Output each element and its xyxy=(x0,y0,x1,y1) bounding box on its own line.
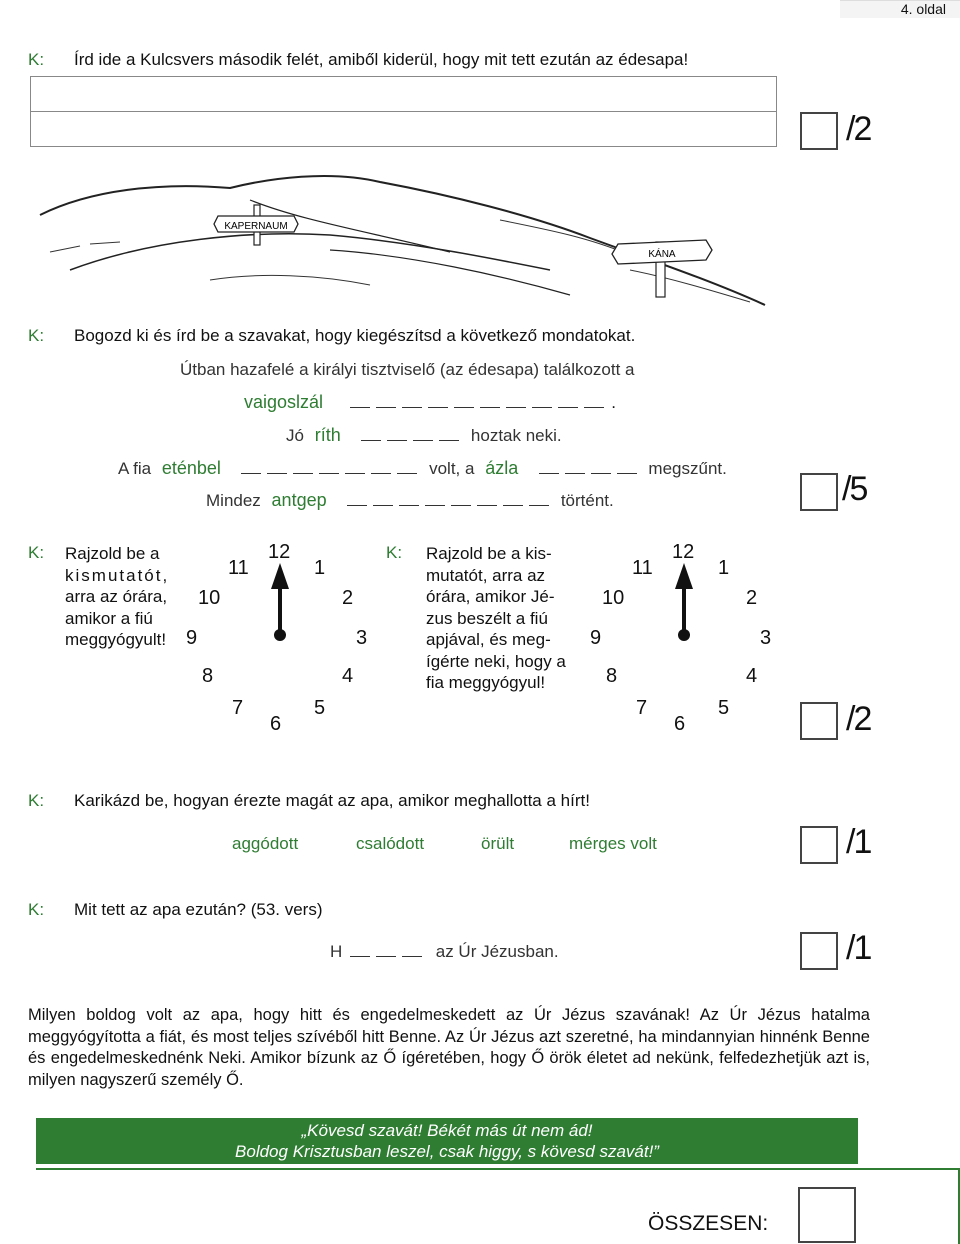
instruction-line: fia meggyógyul! xyxy=(426,673,546,692)
task-label: K: xyxy=(28,50,45,69)
score-label: /1 xyxy=(846,823,871,861)
letter-blank[interactable] xyxy=(387,426,407,441)
letter-blank[interactable] xyxy=(558,393,578,408)
clock-number: 3 xyxy=(760,627,772,649)
sentence-text: Mindez xyxy=(206,491,261,510)
letter-blank[interactable] xyxy=(439,426,459,441)
clock-face-1[interactable] xyxy=(180,535,380,745)
letter-blank[interactable] xyxy=(402,942,422,957)
sign-kana-text: KÁNA xyxy=(648,249,676,260)
score-label: /5 xyxy=(842,470,867,508)
sentence-period: . xyxy=(611,393,616,412)
letter-blank[interactable] xyxy=(591,459,611,474)
letter-blank[interactable] xyxy=(376,942,396,957)
option-angry[interactable]: mérges volt xyxy=(569,834,657,853)
sentence-text: Jó xyxy=(286,426,304,445)
task2-row3 xyxy=(118,458,727,479)
banner-line-2: Boldog Krisztusban leszel, csak higgy, s kövesd szavát!” xyxy=(235,1142,659,1161)
clock-number: 2 xyxy=(746,587,758,609)
task2-row4 xyxy=(206,490,614,511)
signpost-kapernaum xyxy=(214,205,298,245)
sentence-text: volt, a xyxy=(429,459,475,478)
clock-number: 4 xyxy=(746,665,758,687)
banner-line-1: „Kövesd szavát! Békét más út nem ád! xyxy=(301,1121,593,1140)
answer-field-1[interactable] xyxy=(30,76,777,112)
scrambled-word: ríth xyxy=(314,425,341,445)
sign-kapernaum-text: KAPERNAUM xyxy=(224,221,288,232)
letter-blank[interactable] xyxy=(397,459,417,474)
option-disappointed[interactable]: csalódott xyxy=(356,834,425,853)
clock-number: 8 xyxy=(202,665,214,687)
task2-row2 xyxy=(286,425,562,446)
letter-blank[interactable] xyxy=(425,491,445,506)
clock-number: 5 xyxy=(718,697,730,719)
task-label: K: xyxy=(28,543,45,562)
letter-blank[interactable] xyxy=(402,393,422,408)
score-checkbox[interactable] xyxy=(800,826,838,864)
letter-blank[interactable] xyxy=(361,426,381,441)
task2-line1: Útban hazafelé a királyi tisztviselő (az édesapa) találkozott a xyxy=(180,360,635,379)
score-checkbox[interactable] xyxy=(800,932,838,970)
option-worried[interactable]: aggódott xyxy=(232,834,299,853)
task2-prompt: Bogozd ki és írd be a szavakat, hogy kiegészítsd a következő mondatokat. xyxy=(74,326,636,345)
hills-illustration xyxy=(30,160,770,310)
clock-number: 8 xyxy=(606,665,618,687)
clock-number: 2 xyxy=(342,587,354,609)
scrambled-word: antgep xyxy=(271,490,327,510)
clock-number: 9 xyxy=(186,627,198,649)
total-label: ÖSSZESEN: xyxy=(648,1212,769,1235)
letter-blank[interactable] xyxy=(506,393,526,408)
score-label: /1 xyxy=(846,929,871,967)
letter-blank[interactable] xyxy=(293,459,313,474)
clock-number: 7 xyxy=(636,697,648,719)
task5-answer-line xyxy=(330,942,559,962)
letter-blank[interactable] xyxy=(345,459,365,474)
letter-blank[interactable] xyxy=(371,459,391,474)
letter-blank[interactable] xyxy=(454,393,474,408)
letter-blank[interactable] xyxy=(241,459,261,474)
letter-blank[interactable] xyxy=(376,393,396,408)
clock-number: 3 xyxy=(356,627,368,649)
clock-number: 6 xyxy=(270,713,282,735)
clock-number: 12 xyxy=(672,541,695,563)
letter-blank[interactable] xyxy=(428,393,448,408)
instruction-line: Rajzold be a xyxy=(65,544,160,563)
letter-blank[interactable] xyxy=(539,459,559,474)
task-label: K: xyxy=(28,791,45,810)
answer-field-2[interactable] xyxy=(30,111,777,147)
letter-blank[interactable] xyxy=(584,393,604,408)
clock-number: 7 xyxy=(232,697,244,719)
sentence-text: megszűnt. xyxy=(648,459,727,478)
letter-blank[interactable] xyxy=(350,393,370,408)
clock-number: 4 xyxy=(342,665,354,687)
instruction-line: ígérte neki, hogy a xyxy=(426,651,566,671)
task4-prompt: Karikázd be, hogyan érezte magát az apa, amikor meghallotta a hírt! xyxy=(74,791,590,810)
clock-number: 11 xyxy=(228,557,249,579)
page-number: 4. oldal xyxy=(840,0,960,18)
instruction-line: mutatót, arra az xyxy=(426,565,546,585)
clock-number: 10 xyxy=(198,587,221,609)
closing-paragraph: Milyen boldog volt az apa, hogy hitt és engedelmeskedett az Úr Jézus szavának! Az Úr Jézus hatalma meggyógyította a fiát, és most teljes szívéből hitt Benne. Az Úr Jézus azt szeretné, ha mindannyian hinnénk Benne és engedelmeskednénk Neki. Amikor bízunk az Ő ígéretében, hogy Ő örök életet ad nekünk, felfedezhetjük azt is, milyen nagyszerű személy Ő. xyxy=(28,1006,870,1089)
answer-suffix: az Úr Jézusban. xyxy=(435,942,559,961)
clock-number: 10 xyxy=(602,587,625,609)
sentence-text: történt. xyxy=(560,491,614,510)
signpost-kana xyxy=(612,240,712,297)
clock-number: 12 xyxy=(268,541,291,563)
minute-hand xyxy=(268,563,292,643)
clock-number: 9 xyxy=(590,627,602,649)
letter-blank[interactable] xyxy=(532,393,552,408)
task-label: K: xyxy=(28,326,45,345)
instruction-line: zus beszélt a fiú xyxy=(426,608,548,628)
instruction-line: meggyógyult! xyxy=(65,630,167,649)
letter-blank[interactable] xyxy=(350,942,370,957)
instruction-line: kismutatót, xyxy=(65,565,170,585)
score-checkbox[interactable] xyxy=(800,112,838,150)
letter-blank[interactable] xyxy=(373,491,393,506)
clock-face-2[interactable] xyxy=(584,535,784,745)
clock-number: 5 xyxy=(314,697,326,719)
letter-blank[interactable] xyxy=(451,491,471,506)
letter-blank[interactable] xyxy=(347,491,367,506)
clock-number: 11 xyxy=(632,557,653,579)
clock-number: 1 xyxy=(718,557,730,579)
task-label: K: xyxy=(28,900,45,919)
sentence-text: hoztak neki. xyxy=(470,426,562,445)
clock2-instructions xyxy=(426,543,576,694)
task2-row1 xyxy=(244,392,616,413)
letter-blank[interactable] xyxy=(267,459,287,474)
letter-blank[interactable] xyxy=(399,491,419,506)
score-checkbox[interactable] xyxy=(800,702,838,740)
task5-prompt: Mit tett az apa ezután? (53. vers) xyxy=(74,900,323,919)
score-checkbox[interactable] xyxy=(800,473,838,511)
scrambled-word: ázla xyxy=(485,458,519,478)
score-label: /2 xyxy=(846,700,871,738)
score-label: /2 xyxy=(846,110,871,148)
clock1-instructions xyxy=(65,543,177,651)
letter-blank[interactable] xyxy=(565,459,585,474)
minute-hand xyxy=(672,563,696,643)
verse-banner xyxy=(36,1118,858,1164)
letter-blank[interactable] xyxy=(480,393,500,408)
instruction-line: amikor a fiú xyxy=(65,608,153,628)
letter-blank[interactable] xyxy=(319,459,339,474)
instruction-line: órára, amikor Jé- xyxy=(426,587,555,606)
clock-number: 1 xyxy=(314,557,326,579)
instruction-line: apjával, és meg- xyxy=(426,630,551,649)
option-happy[interactable]: örült xyxy=(481,834,515,853)
letter-blank[interactable] xyxy=(617,459,637,474)
clock-number: 6 xyxy=(674,713,686,735)
task-label: K: xyxy=(386,543,403,562)
scrambled-word: eténbel xyxy=(161,458,221,478)
instruction-line: Rajzold be a kis- xyxy=(426,544,552,563)
answer-prefix: H xyxy=(330,942,343,961)
letter-blank[interactable] xyxy=(413,426,433,441)
instruction-line: arra az órára, xyxy=(65,587,168,606)
letter-blank[interactable] xyxy=(529,491,549,506)
sentence-text: A fia xyxy=(118,459,152,478)
task1-prompt: Írd ide a Kulcsvers második felét, amiből kiderül, hogy mit tett ezután az édesapa! xyxy=(74,50,689,69)
scrambled-word: vaigoslzál xyxy=(244,392,324,412)
letter-blank[interactable] xyxy=(503,491,523,506)
footer-divider xyxy=(36,1168,960,1170)
letter-blank[interactable] xyxy=(477,491,497,506)
total-score-box[interactable] xyxy=(798,1187,856,1243)
